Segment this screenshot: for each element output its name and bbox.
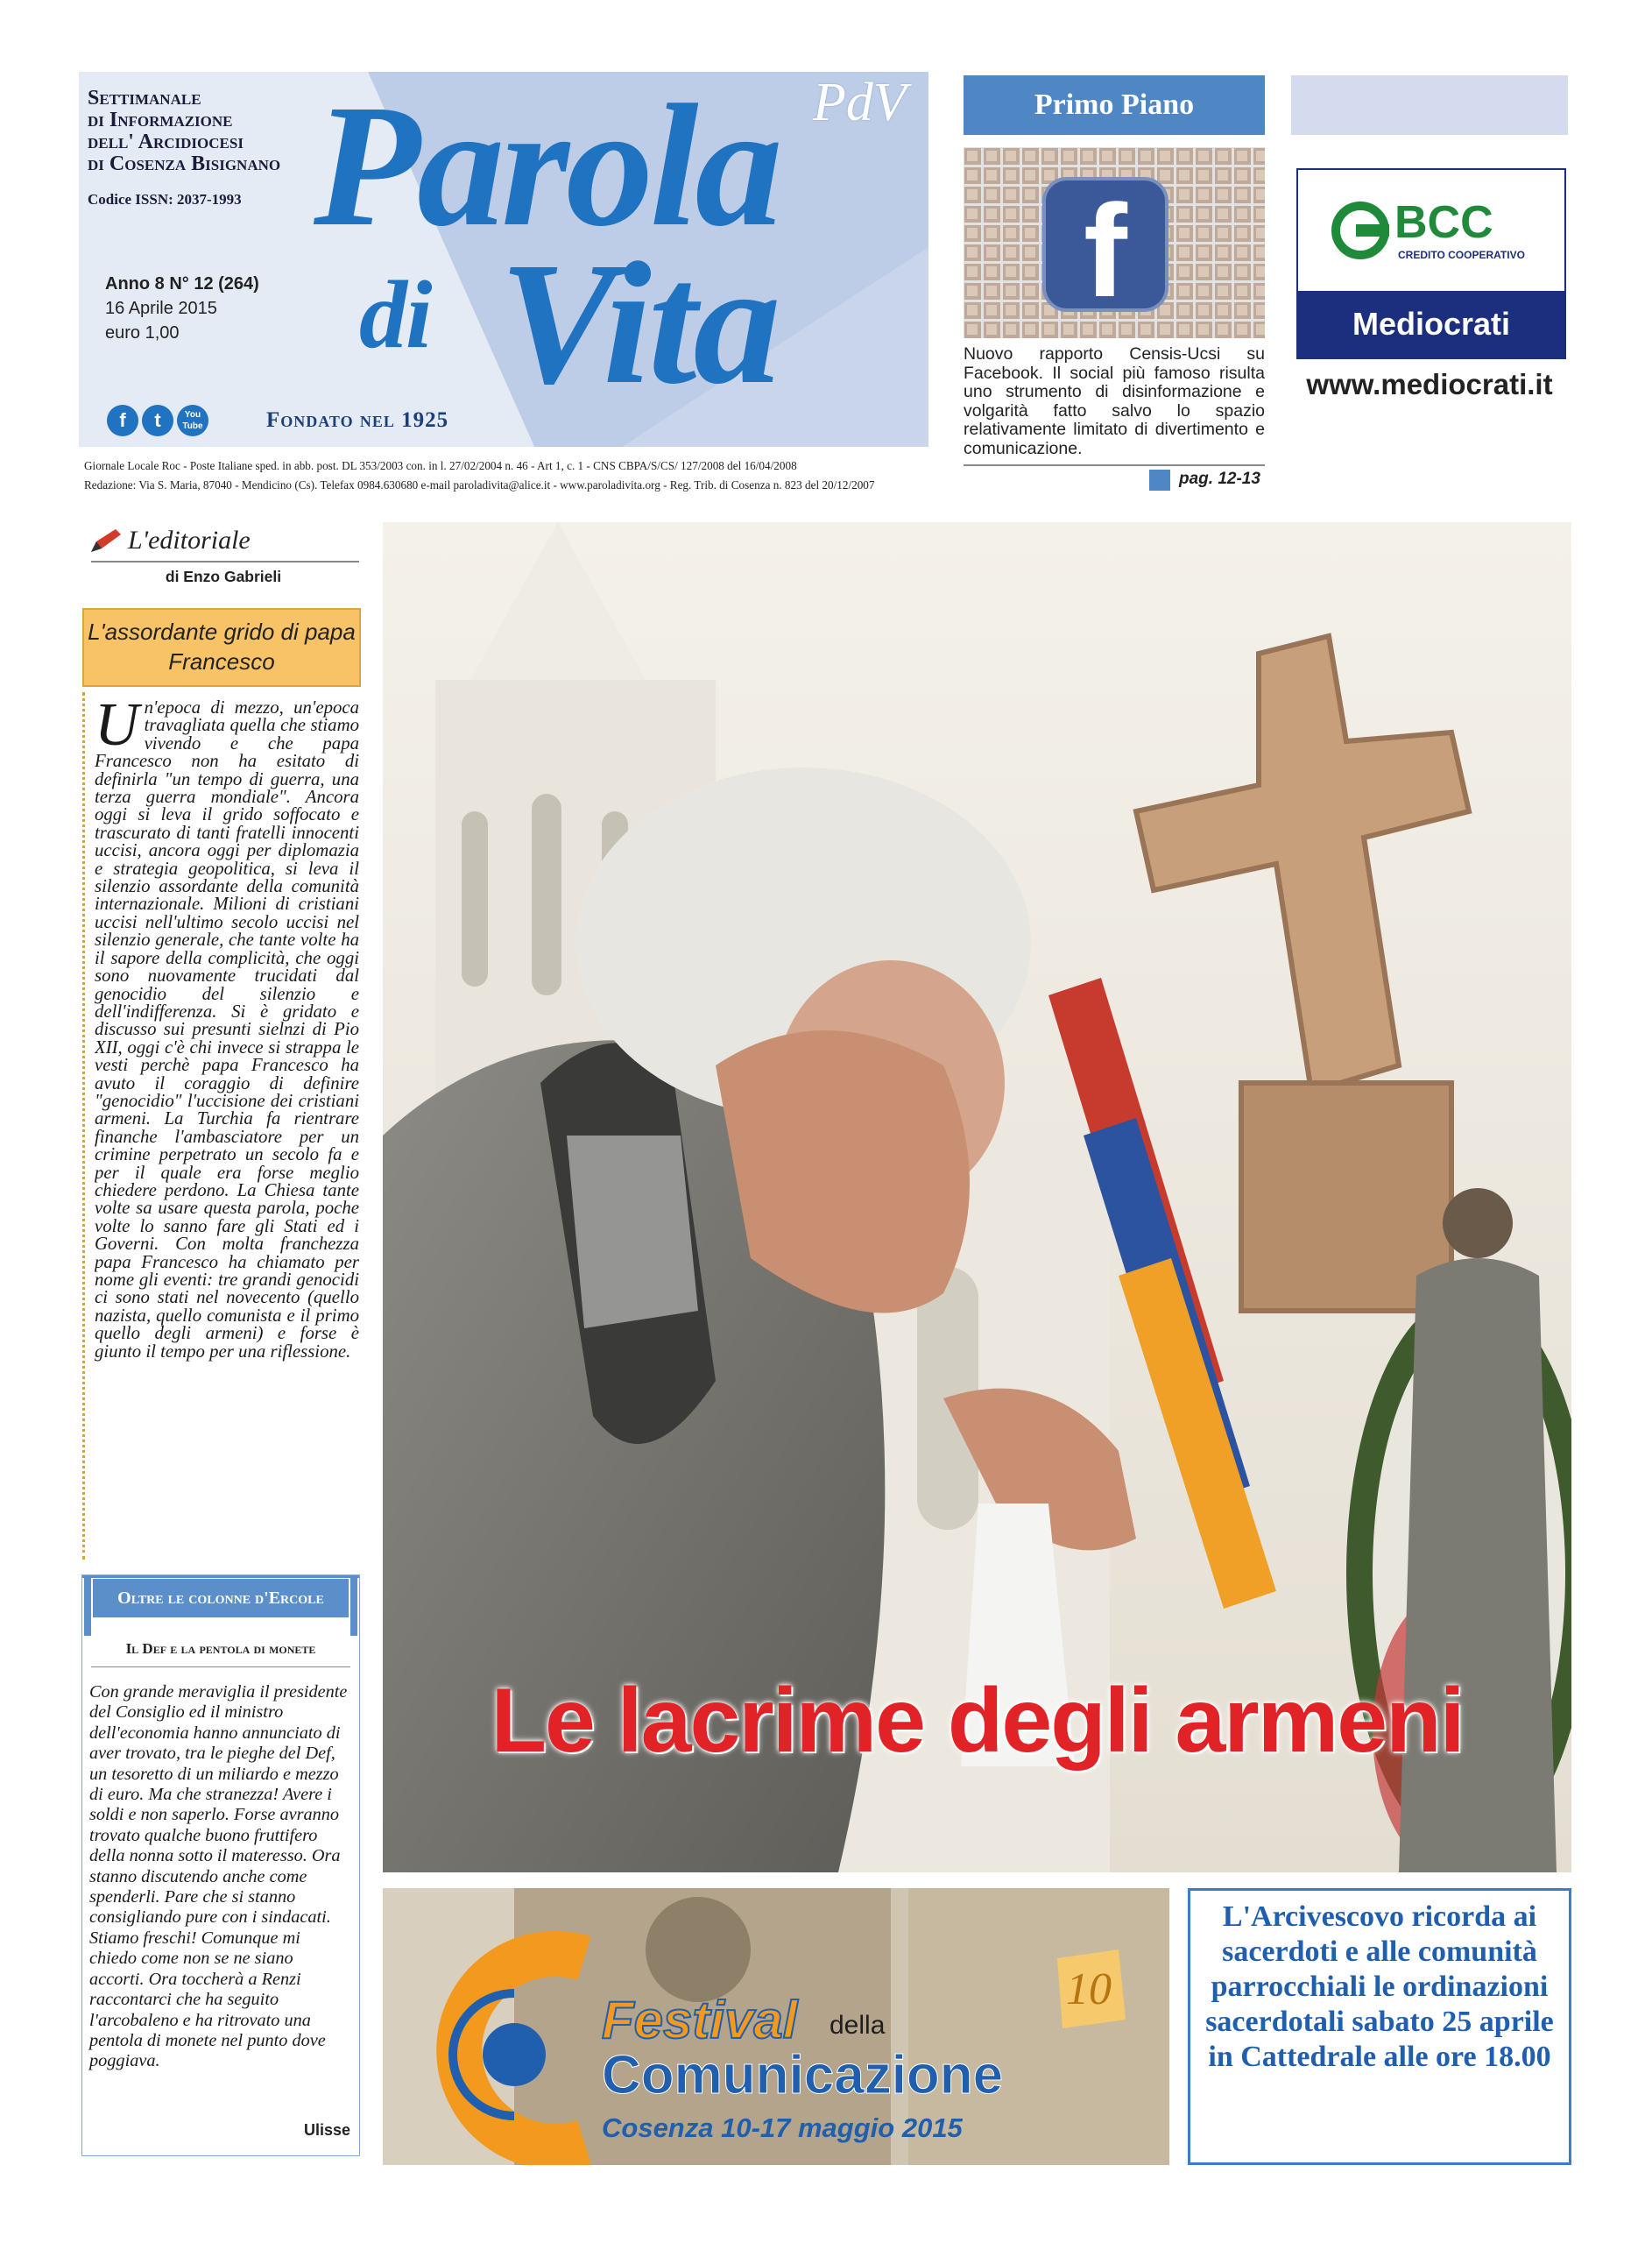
issue-date: 16 Aprile 2015 bbox=[105, 299, 217, 318]
logo-parola: Parola bbox=[314, 72, 780, 263]
editorial-dropcap: U bbox=[95, 699, 139, 759]
tagline-line-2: di Informazione bbox=[88, 109, 233, 131]
issue-info bbox=[105, 272, 259, 345]
main-headline: Le lacrime degli armeni bbox=[491, 1670, 1464, 1772]
festival-title-2: Comunicazione bbox=[602, 2045, 1004, 2105]
tagline-line-1: Settimanale bbox=[88, 87, 201, 110]
oltre-subtitle: Il Def e la pentola di monete bbox=[125, 1640, 316, 1657]
social-icons bbox=[107, 405, 208, 436]
primo-piano-photo bbox=[964, 147, 1265, 338]
ad-top-band bbox=[1291, 75, 1568, 135]
facebook-icon[interactable]: f bbox=[107, 405, 138, 436]
oltre-body: Con grande meraviglia il presidente del Consiglio ed il ministro dell'economia hanno annunciato di aver trovato, tra le pieghe del Def, un tesoretto di un miliardo e mezzo di euro. Ma che stranezza! Avere i soldi e non saperlo. Forse avranno trovato qualche buono fruttifero della nonna sotto il materesso. Ora stanno discutendo anche come spenderli. Pare che si stanno consigliando pure con i sindacati. Stiamo freschi! Comunque mi chiedo come non se ne siano accorti. Ora toccherà a Renzi raccontarci che ha seguito l'arcobaleno e ha ritrovato una pentola di monete nel punto dove poggiava. bbox=[89, 1682, 348, 2071]
primo-piano-page-ref[interactable]: pag. 12-13 bbox=[1179, 470, 1260, 488]
bcc-name: Mediocrati bbox=[1298, 291, 1564, 357]
page-ref-marker bbox=[1149, 470, 1170, 491]
oltre-signature: Ulisse bbox=[303, 2121, 350, 2139]
festival-dates: Cosenza 10-17 maggio 2015 bbox=[602, 2112, 963, 2143]
festival-ad[interactable] bbox=[383, 1888, 1169, 2165]
facebook-photo bbox=[964, 147, 1265, 338]
logo-vita: Vita bbox=[499, 227, 778, 421]
bcc-ad[interactable] bbox=[1296, 168, 1566, 359]
pen-icon bbox=[88, 526, 123, 555]
bcc-url[interactable]: www.mediocrati.it bbox=[1306, 368, 1553, 400]
arcivescovo-notice: L'Arcivescovo ricorda ai sacerdoti e alle comunità parrocchiali le ordinazioni sacerdotali sabato 25 aprile in Cattedrale alle ore 18.00 bbox=[1205, 1900, 1554, 2073]
festival-title-della: della bbox=[830, 2011, 886, 2040]
divider bbox=[91, 1666, 350, 1667]
divider bbox=[964, 464, 1265, 466]
svg-text:f: f bbox=[1084, 177, 1127, 324]
primo-piano-footer bbox=[964, 464, 1265, 466]
masthead-tagline bbox=[88, 88, 280, 175]
tagline-line-4: di Cosenza Bisignano bbox=[88, 152, 281, 175]
festival-title-1: Festival bbox=[602, 1991, 798, 2049]
logo-badge: PdV bbox=[813, 73, 907, 132]
editorial-text: n'epoca di mezzo, un'epoca travagliata quella che stiamo vivendo e che papa Francesco non ha esitato di definirla "un tempo di guerra, una terza guerra mondiale". Ancora oggi si leva il grido soffocato e trascurato di tanti fratelli innocenti uccisi, ancora oggi per diplomazia e strategia geopolitica, si leva il silenzio assordante della comunità internazionale. Milioni di cristiani uccisi nell'ultimo secolo uccisi nel silenzio generale, che tante volte ha il sapore della complicità, che oggi sono nuovamente trucidati dal genocidio del silenzio e dell'indifferenza. Si è gridato e discusso sui presunti sielnzi di Pio XII, oggi c'è chi invece si strappa le vesti perchè papa Francesco ha avuto il coraggio di definire "genocidio" l'uccisione dei cristiani armeni. La Turchia fa rientrare finanche l'ambasciatore per un crimine perpetrato un secolo fa e per il quale era forse meglio chiedere perdono. La Chiesa tante volte sa usare questa parola, poche volte lo sanno fare gli Stati ed i Governi. Con molta franchezza papa Francesco ha chiamato per nome gli eventi: tre grandi genocidi ci sono stati nel novecento (quello nazista, quello comunista e il primo quello degli armeni) e forse è giunto il tempo per una riflessione. bbox=[95, 699, 359, 1362]
founded-year: Fondato nel 1925 bbox=[266, 408, 449, 432]
bcc-brand: BCC bbox=[1394, 197, 1493, 248]
twitter-icon[interactable]: t bbox=[142, 405, 173, 436]
issue-price: euro 1,00 bbox=[105, 323, 180, 343]
primo-piano-heading: Primo Piano bbox=[964, 75, 1265, 135]
editorial-author: di Enzo Gabrieli bbox=[165, 568, 282, 585]
issn-code: Codice ISSN: 2037-1993 bbox=[88, 191, 242, 208]
tagline-line-3: dell' Arcidiocesi bbox=[88, 131, 244, 153]
oltre-heading: Oltre le colonne d'Ercole bbox=[93, 1579, 349, 1617]
festival-number: 10 bbox=[1066, 1964, 1112, 2014]
editorial-title: L'assordante grido di papa Francesco bbox=[88, 619, 356, 675]
masthead bbox=[79, 72, 928, 447]
primo-piano-caption: Nuovo rapporto Censis-Ucsi su Facebook. Il social più famoso risulta uno strumento di disinformazione e volgarità fatto salvo lo spazio relativamente limitato di divertimento e comunicazione. bbox=[964, 344, 1265, 458]
editorial-label: L'editoriale bbox=[128, 526, 251, 555]
legal-line-1: Giornale Locale Roc - Poste Italiane sped. in abb. post. DL 353/2003 con. in l. 27/02/2004 n. 46 - Art 1, c. 1 - CNS CBPA/S/CS/ 127/2008 del 16/04/2008 bbox=[84, 459, 797, 472]
bcc-subtitle: CREDITO COOPERATIVO bbox=[1398, 249, 1525, 261]
youtube-icon[interactable]: You Tube bbox=[177, 405, 208, 436]
editorial-body bbox=[95, 699, 359, 1560]
legal-line-2: Redazione: Via S. Maria, 87040 - Mendicino (Cs). Telefax 0984.630680 e-mail paroladivita@alice.it - www.paroladivita.org - Reg. Trib. di Cosenza n. 823 del 20/12/2007 bbox=[84, 478, 875, 492]
editorial-border bbox=[82, 692, 88, 1560]
logo-di: di bbox=[359, 261, 431, 368]
divider bbox=[91, 561, 359, 563]
issue-number: Anno 8 N° 12 (264) bbox=[105, 274, 259, 294]
bcc-logo-icon bbox=[1330, 200, 1391, 261]
